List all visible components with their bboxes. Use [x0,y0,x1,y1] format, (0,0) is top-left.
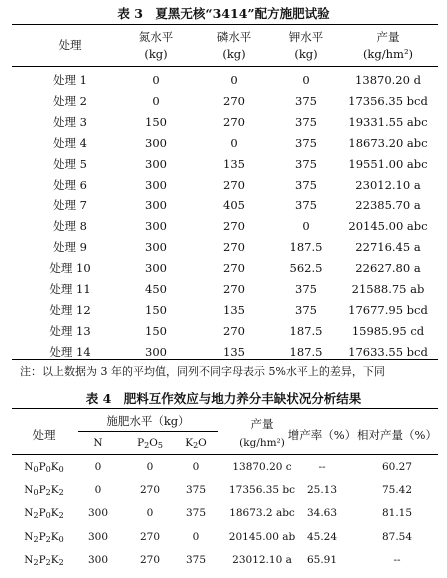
t4-cell-treatment: $N_2P_0K_2$ [24,507,64,521]
t3-header-n-unit: (kg) [144,47,168,61]
t4-header-yield-unit: (kg/hm²) [239,437,285,449]
t3-cell-treatment: 处理 2 [53,93,87,108]
t3-cell-p-level: 0 [230,135,238,150]
t3-header-p: 磷水平 [216,30,252,44]
table3-caption: 表 3 夏黑无核“3414”配方施肥试验 [117,6,330,21]
t3-cell-k-level: 375 [295,135,317,150]
t3-cell-yield: 22627.80 a [355,261,421,276]
t3-cell-n-level: 300 [145,156,167,171]
t3-cell-k-level: 375 [295,198,317,213]
table3-top-rule [12,24,438,25]
t3-cell-yield: 19331.55 abc [348,114,428,129]
t3-cell-n-level: 300 [145,177,167,192]
table4-header-rule [12,454,438,455]
t3-cell-p-level: 270 [223,219,245,234]
t3-cell-treatment: 处理 8 [53,219,87,234]
t3-cell-k-level: 562.5 [289,261,323,276]
t4-cell-n: 300 [87,507,109,520]
t4-cell-relative: 81.15 [381,507,413,520]
t3-cell-n-level: 300 [145,240,167,255]
t3-cell-yield: 22716.45 a [355,240,421,255]
t4-cell-treatment: $N_2P_2K_0$ [24,530,64,544]
t4-cell-p: 270 [139,530,161,543]
t3-cell-n-level: 300 [145,198,167,213]
t3-header-k: 钾水平 [288,30,324,44]
t3-cell-p-level: 270 [223,282,245,296]
t4-cell-treatment: $N_0P_2K_2$ [24,484,64,498]
t3-cell-yield: 13870.20 d [355,73,421,87]
t3-cell-p-level: 270 [223,261,245,276]
t4-header-k2o: $K_2O$ [185,437,207,450]
t4-cell-yield: 18673.2 abc [229,507,295,520]
t3-cell-n-level: 0 [152,93,160,108]
t3-cell-n-level: 450 [145,282,167,296]
t4-header-increase: 增产率（%） [287,428,357,442]
t4-cell-yield: 13870.20 c [232,461,292,473]
t3-cell-treatment: 处理 9 [53,240,87,255]
t3-cell-p-level: 135 [223,156,245,171]
t4-cell-n: 300 [87,530,109,543]
t3-cell-treatment: 处理 1 [53,73,87,87]
t4-cell-n: 0 [94,484,102,497]
t4-cell-increase: 25.13 [306,484,338,497]
t4-cell-yield: 23012.10 a [232,553,292,566]
t3-cell-treatment: 处理 13 [49,323,91,338]
t3-header-n: 氮水平 [138,30,174,44]
t3-cell-yield: 19551.00 abc [348,156,428,171]
t3-header-yield-unit: (kg/hm²) [362,47,414,61]
t3-cell-n-level: 300 [145,219,167,234]
t3-cell-n-level: 150 [145,302,167,317]
t3-cell-treatment: 处理 11 [49,282,91,296]
t4-cell-increase: -- [318,461,326,473]
t3-cell-treatment: 处理 5 [53,156,87,171]
t4-cell-p: 0 [146,507,154,520]
t4-cell-k: 375 [185,507,207,520]
t3-cell-n-level: 150 [145,114,167,129]
t3-cell-k-level: 375 [295,177,317,192]
t3-cell-p-level: 135 [223,302,245,317]
t4-header-yield: 产量 [250,417,274,431]
t3-cell-yield: 21588.75 ab [351,282,425,296]
t4-header-n: N [93,437,103,449]
t3-cell-k-level: 187.5 [289,323,323,338]
t3-cell-yield: 17356.35 bcd [348,93,428,108]
t4-cell-n: 0 [94,461,102,473]
t3-cell-yield: 15985.95 cd [351,323,425,338]
t3-cell-p-level: 135 [223,344,245,359]
t3-cell-yield: 18673.20 abc [348,135,428,150]
t3-cell-yield: 22385.70 a [355,198,421,213]
t3-cell-p-level: 270 [223,177,245,192]
t3-cell-k-level: 375 [295,302,317,317]
t3-cell-p-level: 270 [223,323,245,338]
t3-cell-treatment: 处理 10 [49,261,91,276]
t3-cell-k-level: 375 [295,156,317,171]
t4-cell-relative: -- [393,553,401,566]
t3-cell-yield: 20145.00 abc [348,219,428,234]
t4-cell-p: 0 [146,461,154,473]
t3-header-treatment: 处理 [58,38,82,52]
t3-cell-yield: 23012.10 a [355,177,421,192]
t4-cell-k: 375 [185,553,207,566]
t4-cell-relative: 75.42 [381,484,413,497]
t3-cell-n-level: 150 [145,323,167,338]
t3-header-p-unit: (kg) [222,47,246,61]
t3-cell-p-level: 270 [223,93,245,108]
t3-cell-yield: 17677.95 bcd [348,302,428,317]
t4-group-rule [78,431,218,432]
t3-cell-n-level: 300 [145,261,167,276]
t3-cell-treatment: 处理 4 [53,135,87,150]
t3-cell-p-level: 270 [223,240,245,255]
t3-cell-treatment: 处理 12 [49,302,91,317]
t4-cell-increase: 65.91 [306,553,338,566]
t3-header-k-unit: (kg) [294,47,318,61]
table3-header-rule [12,66,438,67]
t3-cell-k-level: 0 [302,73,310,87]
t4-cell-increase: 45.24 [306,530,338,543]
table4-top-rule [12,408,438,409]
t3-cell-treatment: 处理 14 [49,344,91,359]
t3-cell-treatment: 处理 7 [53,198,87,213]
t4-cell-yield: 17356.35 bc [228,484,296,497]
t3-cell-treatment: 处理 3 [53,114,87,129]
t3-cell-n-level: 300 [145,344,167,359]
t4-cell-yield: 20145.00 ab [228,530,296,543]
t3-cell-k-level: 375 [295,114,317,129]
t4-cell-n: 300 [87,553,109,566]
t3-cell-treatment: 处理 6 [53,177,87,192]
t4-cell-relative: 60.27 [381,461,413,473]
t3-cell-k-level: 187.5 [289,240,323,255]
t4-cell-p: 270 [139,484,161,497]
table4-caption: 表 4 肥料互作效应与地力养分丰缺状况分析结果 [85,391,362,406]
table3-note: 注：以上数据为 3 年的平均值，同列不同字母表示 5%水平上的差异，下同 [20,365,385,378]
t3-cell-p-level: 270 [223,114,245,129]
t4-header-p2o5: $P_2O_5$ [137,437,163,450]
t4-cell-k: 0 [192,530,200,543]
t4-cell-relative: 87.54 [381,530,413,543]
t4-cell-treatment: $N_0P_0K_0$ [24,461,64,474]
t4-cell-treatment: $N_2P_2K_2$ [24,553,64,567]
t4-header-level-group: 施肥水平（kg） [106,414,190,428]
t4-cell-k: 0 [192,461,200,473]
t3-cell-k-level: 375 [295,93,317,108]
t3-cell-k-level: 187.5 [289,344,323,359]
t3-cell-p-level: 405 [223,198,245,213]
t3-header-yield: 产量 [376,30,400,44]
t3-cell-p-level: 0 [230,73,238,87]
t4-cell-increase: 34.63 [306,507,338,520]
t4-cell-k: 375 [185,484,207,497]
t3-cell-n-level: 300 [145,135,167,150]
t3-cell-k-level: 0 [302,219,310,234]
t4-header-treatment: 处理 [32,428,56,442]
t3-cell-yield: 17633.55 bcd [348,344,428,359]
table3-bottom-rule [12,359,438,360]
t4-header-relative: 相对产量（%） [357,428,437,442]
t3-cell-n-level: 0 [152,73,160,87]
t4-cell-p: 270 [139,553,161,566]
t3-cell-k-level: 375 [295,282,317,296]
